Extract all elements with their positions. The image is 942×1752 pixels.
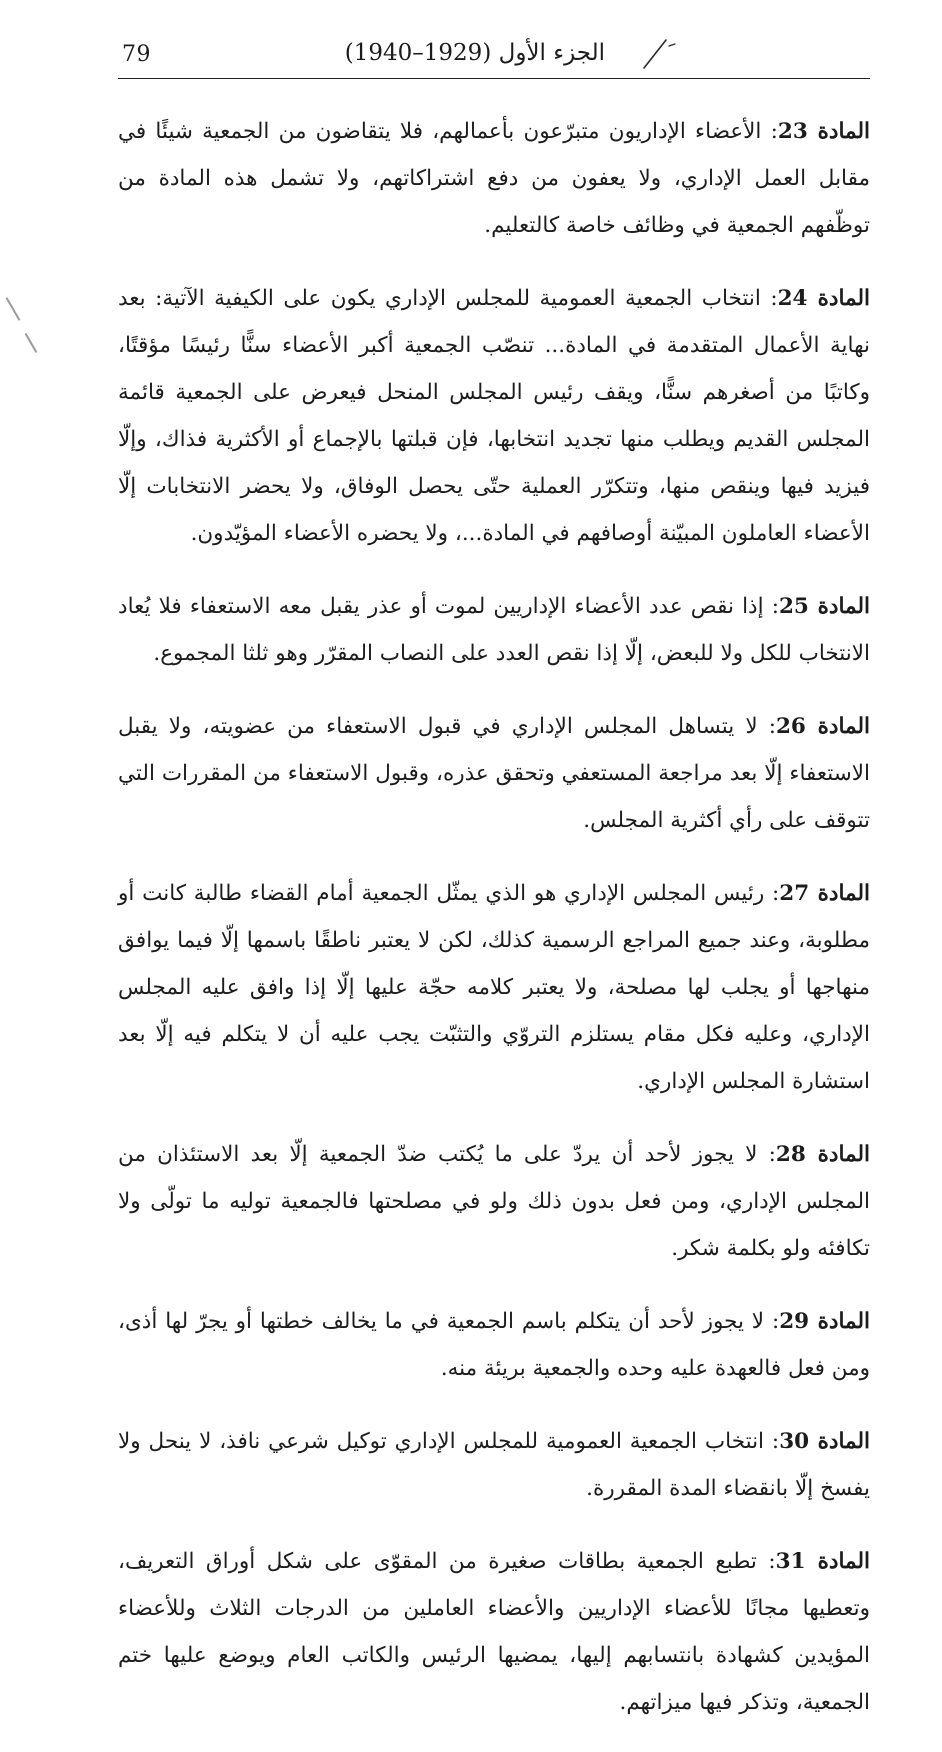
article-label: المادة 24: [777, 286, 870, 311]
article-label: المادة 29: [779, 1309, 870, 1334]
article-text: : لا يتساهل المجلس الإداري في قبول الاستعفاء من عضويته، ولا يقبل الاستعفاء إلّا بعد مراجعة المستعفي وتحقق عذره، وقبول الاستعفاء من المقررات التي تتوقف على رأي أكثرية المجلس.: [118, 714, 870, 833]
article-text: : رئيس المجلس الإداري هو الذي يمثّل الجمعية أمام القضاء طالبة كانت أو مطلوبة، وعند جميع المراجع الرسمية كذلك، لكن لا يعتبر ناطقًا باسمها إلّا فيما يوافق منهاجها أو يجلب لها مصلحة، ولا يعتبر كلامه حجّة عليها إلّا إذا وافق عليه المجلس الإداري، وعليه فكل مقام يستلزم التروّي والتثبّت يجب عليه أن لا يتكلم فيه إلّا بعد استشارة المجلس الإداري.: [118, 881, 870, 1094]
article-29: [118, 1298, 870, 1392]
page-number: 79: [122, 42, 151, 67]
article-label: المادة 25: [778, 594, 870, 619]
header-rule: [118, 78, 870, 79]
article-text: : إذا نقص عدد الأعضاء الإداريين لموت أو عذر يقبل معه الاستعفاء فلا يُعاد الانتخاب للكل ولا للبعض، إلّا إذا نقص العدد على النصاب المقرّر وهو ثلثا المجموع.: [118, 594, 870, 666]
page-body: [118, 108, 870, 1752]
article-label: المادة 31: [775, 1549, 870, 1574]
article-label: المادة 26: [775, 714, 870, 739]
article-text: : انتخاب الجمعية العمومية للمجلس الإداري توكيل شرعي نافذ، لا ينحل ولا يفسخ إلّا بانقضاء المدة المقررة.: [118, 1429, 870, 1501]
article-31: [118, 1538, 870, 1726]
page-header: [118, 34, 870, 78]
article-text: : تطبع الجمعية بطاقات صغيرة من المقوّى على شكل أوراق التعريف، وتعطيها مجانًا للأعضاء الإداريين والأعضاء العاملين من الدرجات الثلاث وللأعضاء المؤيدين كشهادة بانتسابهم إليها، يمضيها الرئيس والكاتب العام ويوضع عليها ختم الجمعية، وتذكر فيها ميزاتهم.: [118, 1549, 870, 1715]
running-head: الجزء الأول (1929–1940): [344, 40, 605, 66]
article-label: المادة 27: [779, 881, 870, 906]
scan-artifact-mark: [25, 333, 38, 353]
article-text: : لا يجوز لأحد أن يردّ على ما يُكتب ضدّ الجمعية إلّا بعد الاستئذان من المجلس الإداري، ومن فعل بدون ذلك ولو في مصلحتها فالجمعية توليه ما تولّى ولا تكافئه ولو بكلمة شكر.: [118, 1142, 870, 1261]
article-text: : انتخاب الجمعية العمومية للمجلس الإداري يكون على الكيفية الآتية: بعد نهاية الأعمال المتقدمة في المادة... تنصّب الجمعية أكبر الأعضاء سنًّا رئيسًا مؤقتًا، وكاتبًا من أصغرهم سنًّا، ويقف رئيس المجلس المنحل فيعرض على الجمعية قائمة المجلس القديم ويطلب منها تجديد انتخابها، فإن قبلتها بالإجماع أو الأكثرية فذاك، وإلّا فيزيد فيها وينقص منها، وتتكرّر العملية حتّى يحصل الوفاق، ولا يحضر الانتخابات إلّا الأعضاء العاملون المبيّنة أوصافهم في المادة...، ولا يحضره الأعضاء المؤيّدون.: [118, 286, 870, 546]
article-label: المادة 28: [775, 1142, 870, 1167]
article-label: المادة 30: [779, 1429, 870, 1454]
article-text: : الأعضاء الإداريون متبرّعون بأعمالهم، فلا يتقاضون من الجمعية شيئًا في مقابل العمل الإداري، ولا يعفون من دفع اشتراكاتهم، ولا تشمل هذه المادة من توظّفهم الجمعية في وظائف خاصة كالتعليم.: [118, 119, 870, 238]
article-27: [118, 870, 870, 1105]
article-26: [118, 703, 870, 844]
article-24: [118, 275, 870, 557]
article-text: : لا يجوز لأحد أن يتكلم باسم الجمعية في ما يخالف خطتها أو يجرّ لها أذى، ومن فعل فالعهدة عليه وحده والجمعية بريئة منه.: [118, 1309, 870, 1381]
article-label: المادة 23: [777, 119, 870, 144]
article-28: [118, 1131, 870, 1272]
article-30: [118, 1418, 870, 1512]
article-25: [118, 583, 870, 677]
scan-artifact-mark: [6, 297, 21, 321]
article-23: [118, 108, 870, 249]
